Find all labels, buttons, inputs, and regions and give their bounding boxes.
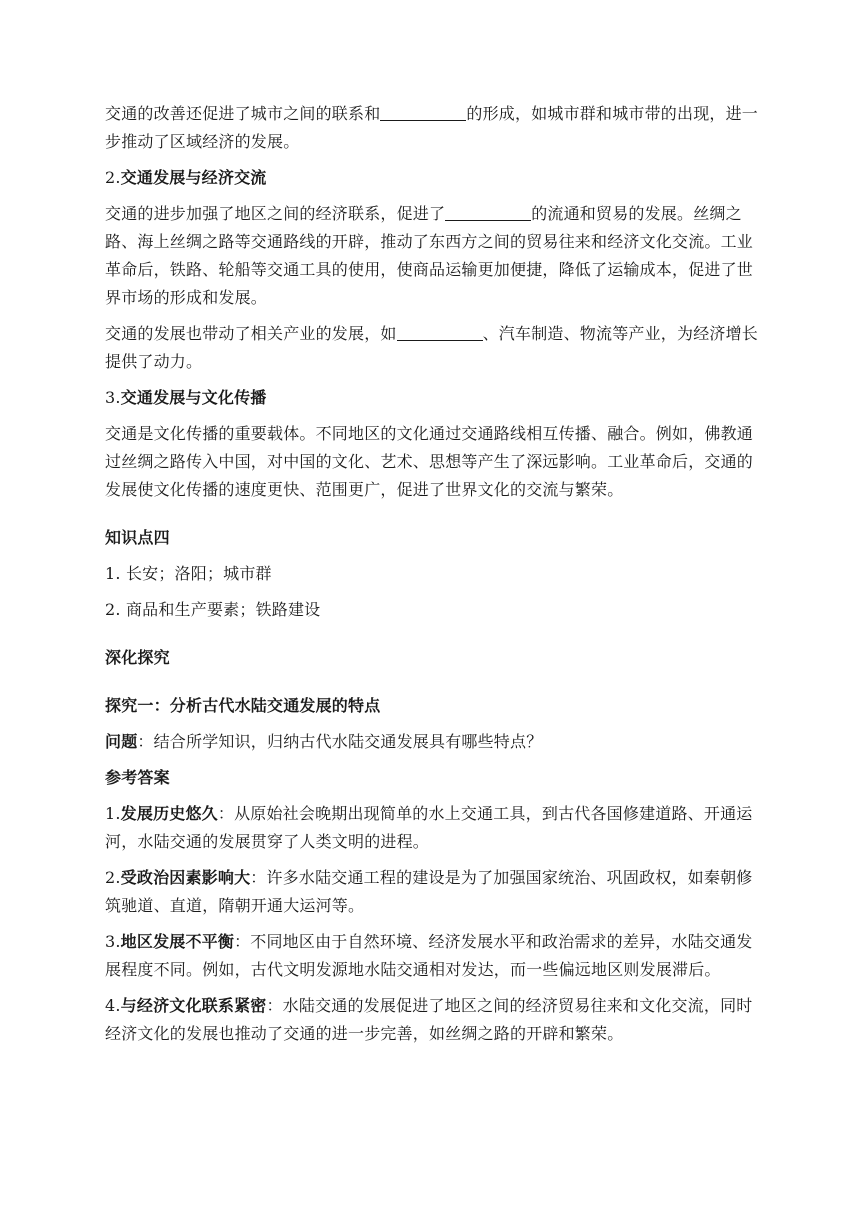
answer-line-2: 2. 商品和生产要素；铁路建设 <box>105 600 321 619</box>
section-number: 2. <box>105 168 121 187</box>
deep-inquiry-heading: 深化探究 <box>105 648 170 667</box>
paragraph-text: 交通的发展也带动了相关产业的发展，如 <box>105 324 397 343</box>
item-label: 发展历史悠久 <box>120 804 218 823</box>
paragraph-text: 的形成，如城市群和城市带的出现，进一步推动了区域经济的发展。 <box>105 104 759 151</box>
paragraph-text: 、汽车制造、物流等产业，为经济增长提供了动力。 <box>105 324 759 371</box>
inquiry-title: 探究一：分析古代水陆交通发展的特点 <box>105 696 381 715</box>
answer-item-3 <box>105 928 765 984</box>
section-title: 交通发展与经济交流 <box>120 168 267 187</box>
paragraph-industries <box>105 320 765 376</box>
document-page <box>105 100 765 1056</box>
section-heading-3 <box>105 384 765 412</box>
section-number: 3. <box>105 388 121 407</box>
item-label: 与经济文化联系紧密 <box>120 996 267 1015</box>
section-title: 交通发展与文化传播 <box>120 388 267 407</box>
paragraph-text: 的流通和贸易的发展。丝绸之路、海上丝绸之路等交通路线的开辟，推动了东西方之间的贸易往来和经济文化交流。工业革命后，铁路、轮船等交通工具的使用，使商品运输更加便捷，降低了运输成本，促进了世界市场的形成和发展。 <box>105 204 754 307</box>
question-line <box>105 728 765 756</box>
item-text: ：水陆交通的发展促进了地区之间的经济贸易往来和文化交流，同时经济文化的发展也推动了交通的进一步完善，如丝绸之路的开辟和繁荣。 <box>105 996 753 1043</box>
question-text: ：结合所学知识，归纳古代水陆交通发展具有哪些特点？ <box>137 732 543 751</box>
paragraph-text: 交通的进步加强了地区之间的经济联系，促进了 <box>105 204 446 223</box>
knowledge-heading: 知识点四 <box>105 528 170 547</box>
paragraph-city-links <box>105 100 765 156</box>
question-label: 问题 <box>105 732 138 751</box>
answer-item-4 <box>105 992 765 1048</box>
paragraph-economic-exchange <box>105 200 765 312</box>
fill-blank[interactable] <box>397 322 483 341</box>
paragraph-culture: 交通是文化传播的重要载体。不同地区的文化通过交通路线相互传播、融合。例如，佛教通过丝绸之路传入中国，对中国的文化、艺术、思想等产生了深远影响。工业革命后，交通的发展使文化传播的速度更快、范围更广，促进了世界文化的交流与繁荣。 <box>105 424 754 499</box>
item-text: ：从原始社会晚期出现简单的水上交通工具，到古代各国修建道路、开通运河，水陆交通的发展贯穿了人类文明的进程。 <box>105 804 753 851</box>
spacer <box>105 512 765 524</box>
fill-blank[interactable] <box>445 202 531 221</box>
answer-item-1 <box>105 800 765 856</box>
reference-answer-heading: 参考答案 <box>105 768 170 787</box>
item-number: 4. <box>105 996 121 1015</box>
item-number: 2. <box>105 868 121 887</box>
answer-line-1: 1. 长安；洛阳；城市群 <box>105 564 272 583</box>
section-heading-2 <box>105 164 765 192</box>
item-text: ：许多水陆交通工程的建设是为了加强国家统治、巩固政权，如秦朝修筑驰道、直道，隋朝开通大运河等。 <box>105 868 753 915</box>
paragraph-text: 交通的改善还促进了城市之间的联系和 <box>105 104 381 123</box>
item-label: 地区发展不平衡 <box>120 932 235 951</box>
item-number: 3. <box>105 932 121 951</box>
answer-item-2 <box>105 864 765 920</box>
item-number: 1. <box>105 804 121 823</box>
fill-blank[interactable] <box>380 102 466 121</box>
item-text: ：不同地区由于自然环境、经济发展水平和政治需求的差异，水陆交通发展程度不同。例如，古代文明发源地水陆交通相对发达，而一些偏远地区则发展滞后。 <box>105 932 753 979</box>
spacer <box>105 680 765 692</box>
item-label: 受政治因素影响大 <box>120 868 251 887</box>
spacer <box>105 632 765 644</box>
